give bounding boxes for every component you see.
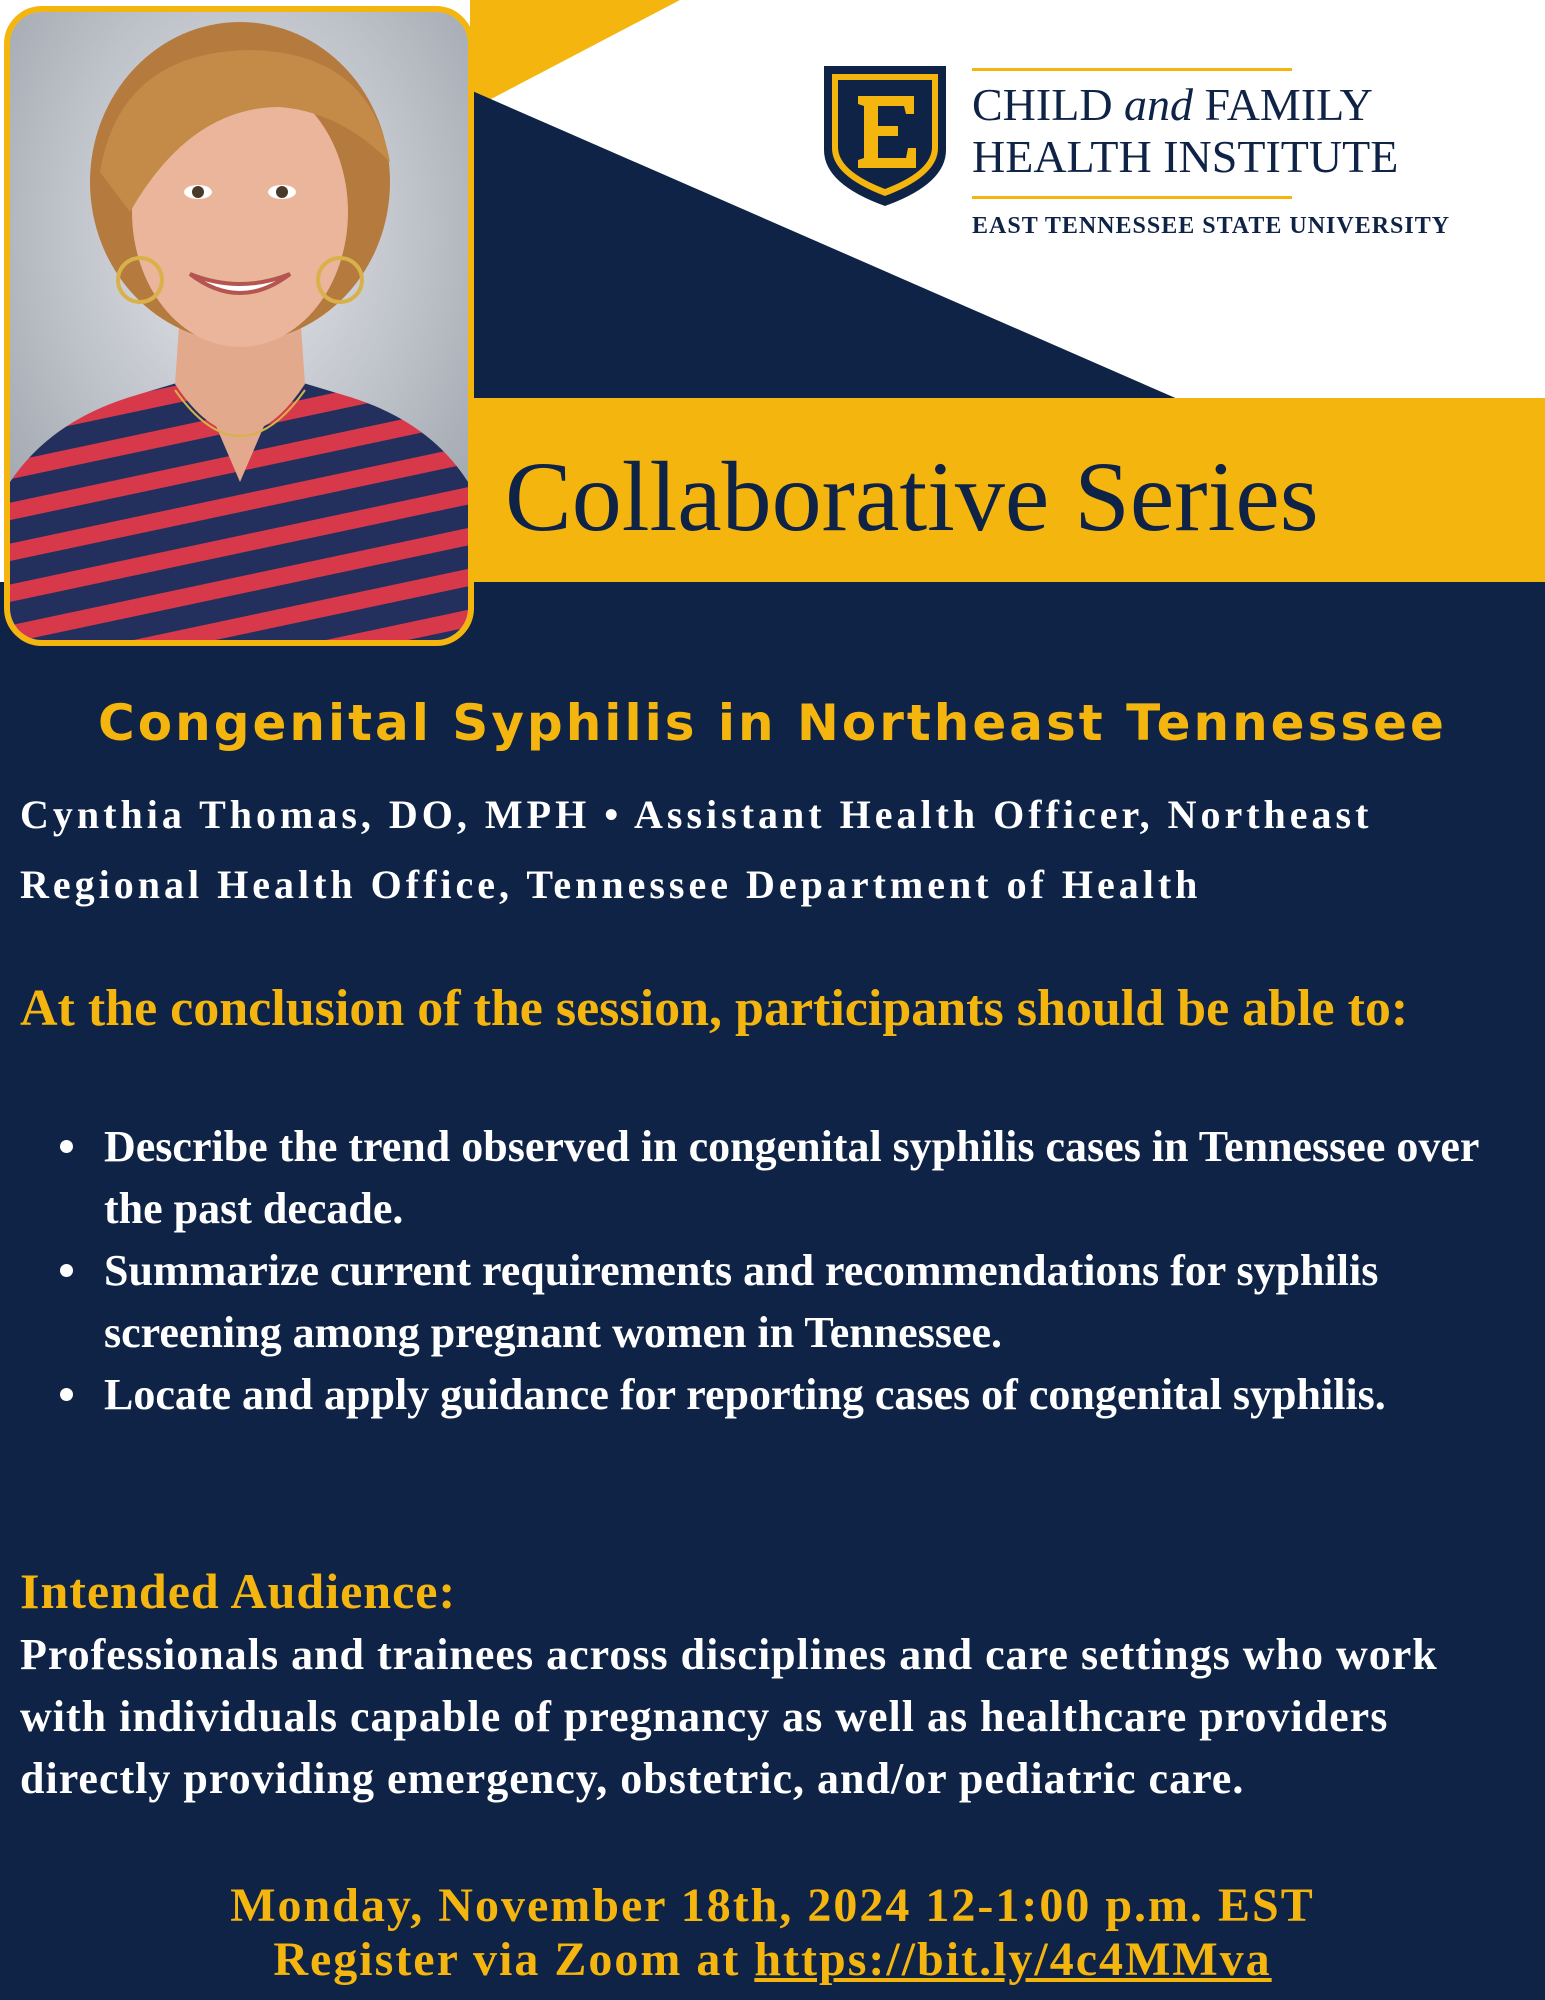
logo-university: EAST TENNESSEE STATE UNIVERSITY: [972, 213, 1451, 239]
objective-item: Locate and apply guidance for reporting cases of congenital syphilis.: [60, 1364, 1500, 1426]
logo-line-2: HEALTH INSTITUTE: [972, 131, 1399, 182]
speaker-info: Cynthia Thomas, DO, MPH • Assistant Health Officer, Northeast Regional Health Office, Tennessee Department of Health: [20, 792, 1373, 907]
institute-logo: [820, 62, 1480, 252]
audience-text: Professionals and trainees across disciplines and care settings who work with individuals capable of pregnancy as well as healthcare providers directly providing emergency, obstetric, and/or pediatric care.: [20, 1630, 1438, 1803]
audience-heading: Intended Audience:: [20, 1563, 457, 1619]
etsu-e-shield-icon: [820, 62, 950, 210]
register-line: [0, 1932, 1545, 1988]
logo-line-1: CHILD and FAMILY: [972, 79, 1373, 130]
series-title: Collaborative Series: [505, 441, 1319, 552]
session-title: Congenital Syphilis in Northeast Tennessee: [98, 694, 1447, 752]
register-prefix: Register via Zoom at: [273, 1933, 755, 1986]
event-date: Monday, November 18th, 2024 12-1:00 p.m. EST: [230, 1879, 1315, 1932]
objective-item: Describe the trend observed in congenital syphilis cases in Tennessee over the past decade.: [60, 1116, 1500, 1240]
objectives-list: [60, 1116, 1500, 1426]
objectives-heading: At the conclusion of the session, participants should be able to:: [20, 980, 1409, 1037]
register-link[interactable]: https://bit.ly/4c4MMva: [754, 1933, 1272, 1986]
logo-top-rule: [972, 68, 1292, 71]
speaker-portrait-photo: [4, 6, 474, 646]
logo-bottom-rule: [972, 196, 1292, 199]
objective-item: Summarize current requirements and recommendations for syphilis screening among pregnant women in Tennessee.: [60, 1240, 1500, 1364]
